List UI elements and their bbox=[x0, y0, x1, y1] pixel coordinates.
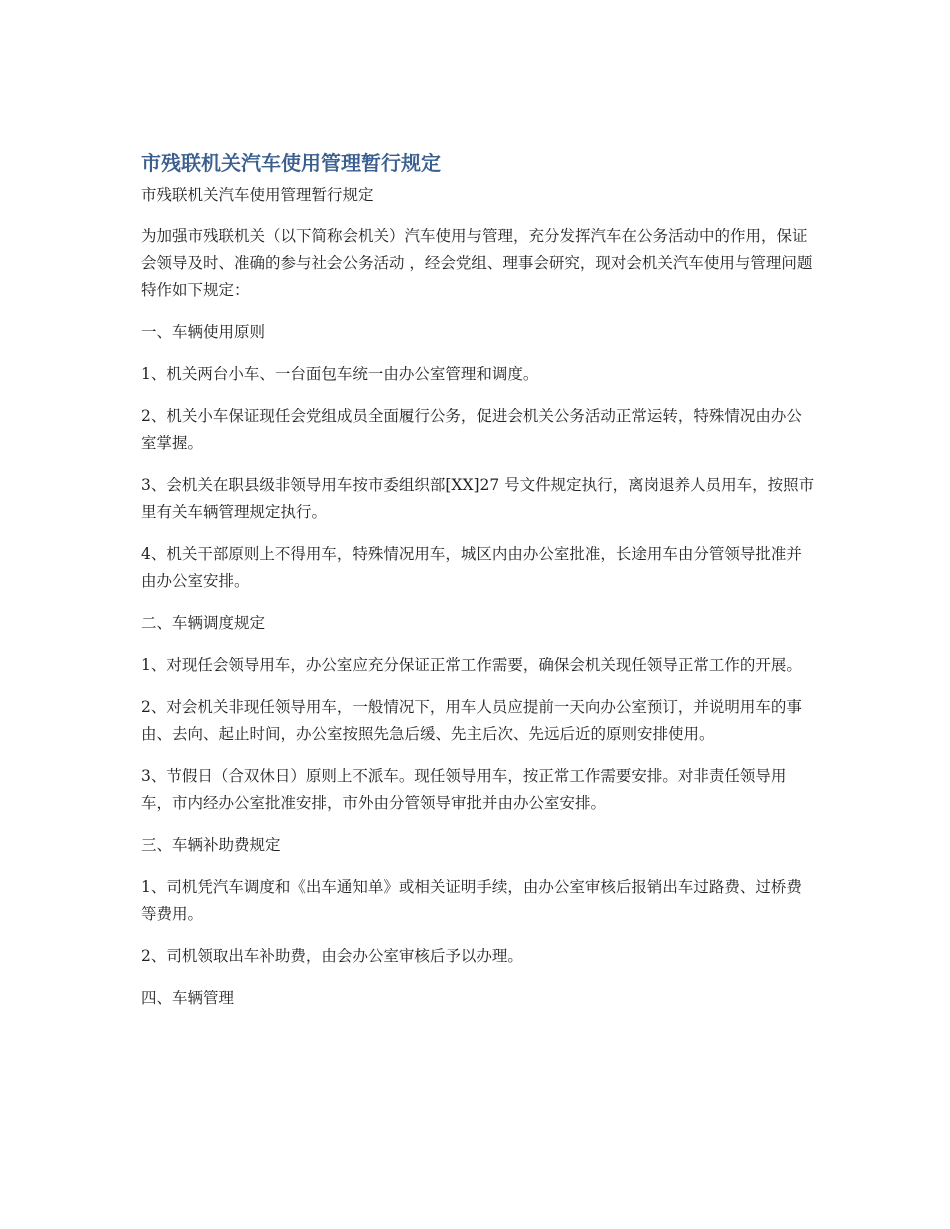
section-2-item-3: 3、节假日（合双休日）原则上不派车。现任领导用车，按正常工作需要安排。对非责任领导用车，市内经办公室批准安排，市外由分管领导审批并由办公室安排。 bbox=[141, 767, 787, 812]
document-subtitle: 市残联机关汽车使用管理暂行规定 bbox=[141, 186, 374, 204]
intro-paragraph: 为加强市残联机关（以下简称会机关）汽车使用与管理，充分发挥汽车在公务活动中的作用，保证会领导及时、准确的参与社会公务活动 ，经会党组、理事会研究，现对会机关汽车使用与管理问题特作如下规定： bbox=[141, 227, 813, 299]
section-heading-1: 一、车辆使用原则 bbox=[141, 323, 266, 341]
section-3-item-1: 1、司机凭汽车调度和《出车通知单》或相关证明手续，由办公室审核后报销出车过路费、过桥费等费用。 bbox=[141, 878, 802, 923]
section-2-item-1: 1、对现任会领导用车，办公室应充分保证正常工作需要，确保会机关现任领导正常工作的开展。 bbox=[141, 656, 802, 674]
document-page bbox=[141, 148, 816, 1027]
section-1-item-1: 1、机关两台小车、一台面包车统一由办公室管理和调度。 bbox=[141, 365, 539, 383]
section-heading-4: 四、车辆管理 bbox=[141, 989, 235, 1007]
document-title: 市残联机关汽车使用管理暂行规定 bbox=[141, 151, 441, 175]
section-1-item-2: 2、机关小车保证现任会党组成员全面履行公务，促进会机关公务活动正常运转，特殊情况由办公室掌握。 bbox=[141, 407, 802, 452]
section-heading-3: 三、车辆补助费规定 bbox=[141, 836, 281, 854]
section-heading-2: 二、车辆调度规定 bbox=[141, 614, 266, 632]
section-2-item-2: 2、对会机关非现任领导用车，一般情况下，用车人员应提前一天向办公室预订，并说明用车的事由、去向、起止时间，办公室按照先急后缓、先主后次、先远后近的原则安排使用。 bbox=[141, 698, 802, 743]
section-1-item-3: 3、会机关在职县级非领导用车按市委组织部[XX]27 号文件规定执行，离岗退养人员用车，按照市里有关车辆管理规定执行。 bbox=[141, 476, 815, 521]
section-3-item-2: 2、司机领取出车补助费，由会办公室审核后予以办理。 bbox=[141, 947, 523, 965]
section-1-item-4: 4、机关干部原则上不得用车，特殊情况用车，城区内由办公室批准，长途用车由分管领导批准并由办公室安排。 bbox=[141, 545, 802, 590]
